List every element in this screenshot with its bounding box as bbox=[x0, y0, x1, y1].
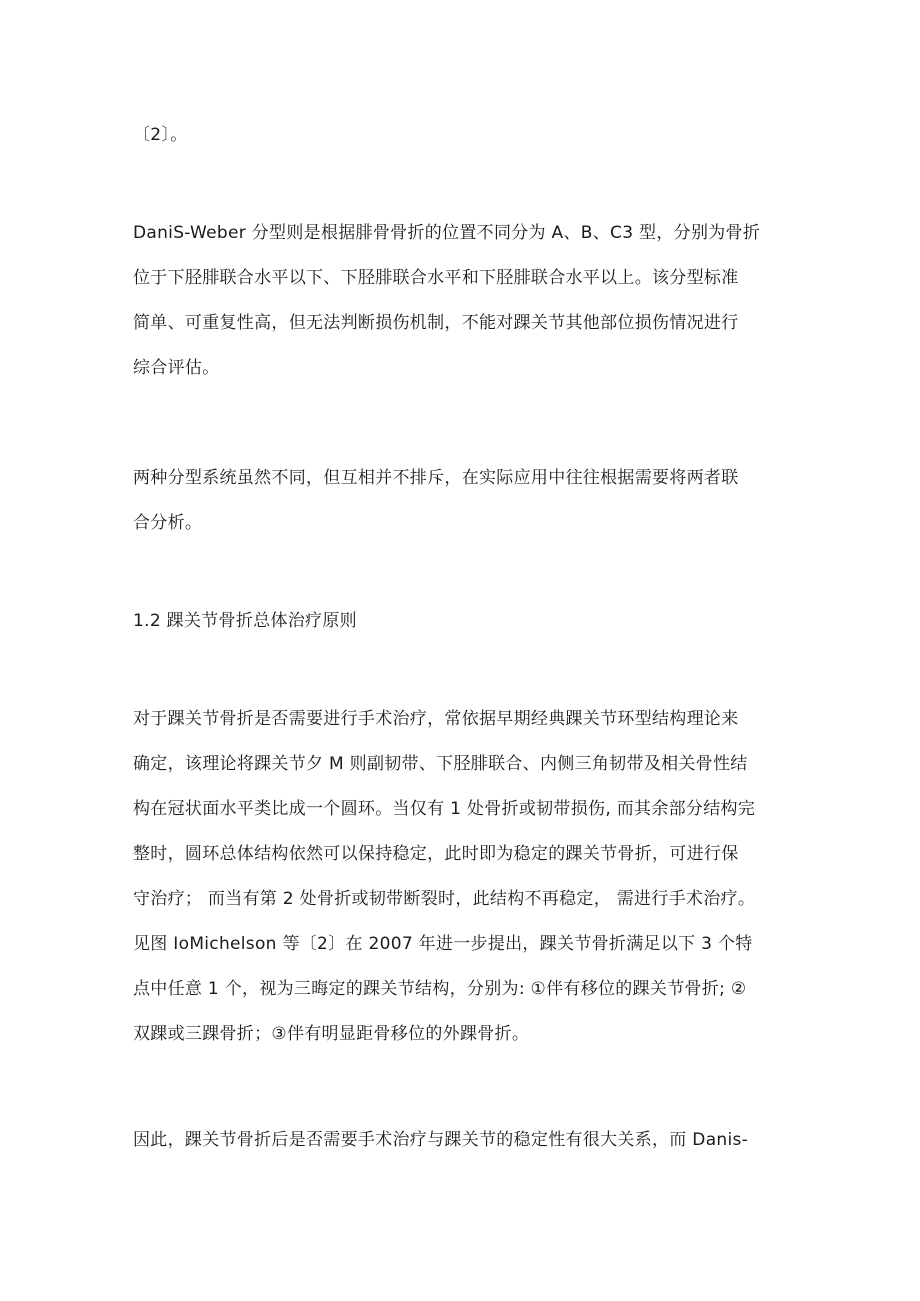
paragraph-line: 构在冠状面水平类比成一个圆环。当仅有 1 处骨折或韧带损伤, 而其余部分结构完 bbox=[133, 799, 756, 819]
paragraph-line: 对于踝关节骨折是否需要进行手术治疗，常依据早期经典踝关节环型结构理论来 bbox=[133, 709, 739, 729]
paragraph-line: DaniS-Weber 分型则是根据腓骨骨折的位置不同分为 A、B、C3 型，分别为骨折 bbox=[133, 223, 761, 243]
section-heading: 1.2 踝关节骨折总体治疗原则 bbox=[133, 611, 357, 631]
paragraph-line: 双踝或三踝骨折；③伴有明显距骨移位的外踝骨折。 bbox=[133, 1024, 530, 1044]
paragraph-line: 简单、可重复性高，但无法判断损伤机制，不能对踝关节其他部位损伤情况进行 bbox=[133, 313, 739, 333]
paragraph-line: 见图 IoMichelson 等〔2〕在 2007 年进一步提出，踝关节骨折满足以下 3 个特 bbox=[133, 934, 753, 954]
paragraph-line: 确定，该理论将踝关节夕 M 则副韧带、下胫腓联合、内侧三角韧带及相关骨性结 bbox=[133, 754, 748, 774]
paragraph-line: 因此，踝关节骨折后是否需要手术治疗与踝关节的稳定性有很大关系，而 Danis- bbox=[133, 1130, 749, 1150]
paragraph-line: 综合评估。 bbox=[133, 358, 220, 378]
paragraph-line: 整时，圆环总体结构依然可以保持稳定，此时即为稳定的踝关节骨折，可进行保 bbox=[133, 844, 739, 864]
paragraph-line: 两种分型系统虽然不同，但互相并不排斥，在实际应用中往往根据需要将两者联 bbox=[133, 468, 739, 488]
paragraph-line: 位于下胫腓联合水平以下、下胫腓联合水平和下胫腓联合水平以上。该分型标准 bbox=[133, 268, 739, 288]
paragraph-line: 点中任意 1 个，视为三晦定的踝关节结构，分别为: ①伴有移位的踝关节骨折; ② bbox=[133, 979, 747, 999]
reference-tail: 〔2〕。 bbox=[133, 125, 188, 145]
paragraph-line: 合分析。 bbox=[133, 513, 203, 533]
paragraph-line: 守治疗； 而当有第 2 处骨折或韧带断裂时，此结构不再稳定， 需进行手术治疗。 bbox=[133, 889, 756, 909]
